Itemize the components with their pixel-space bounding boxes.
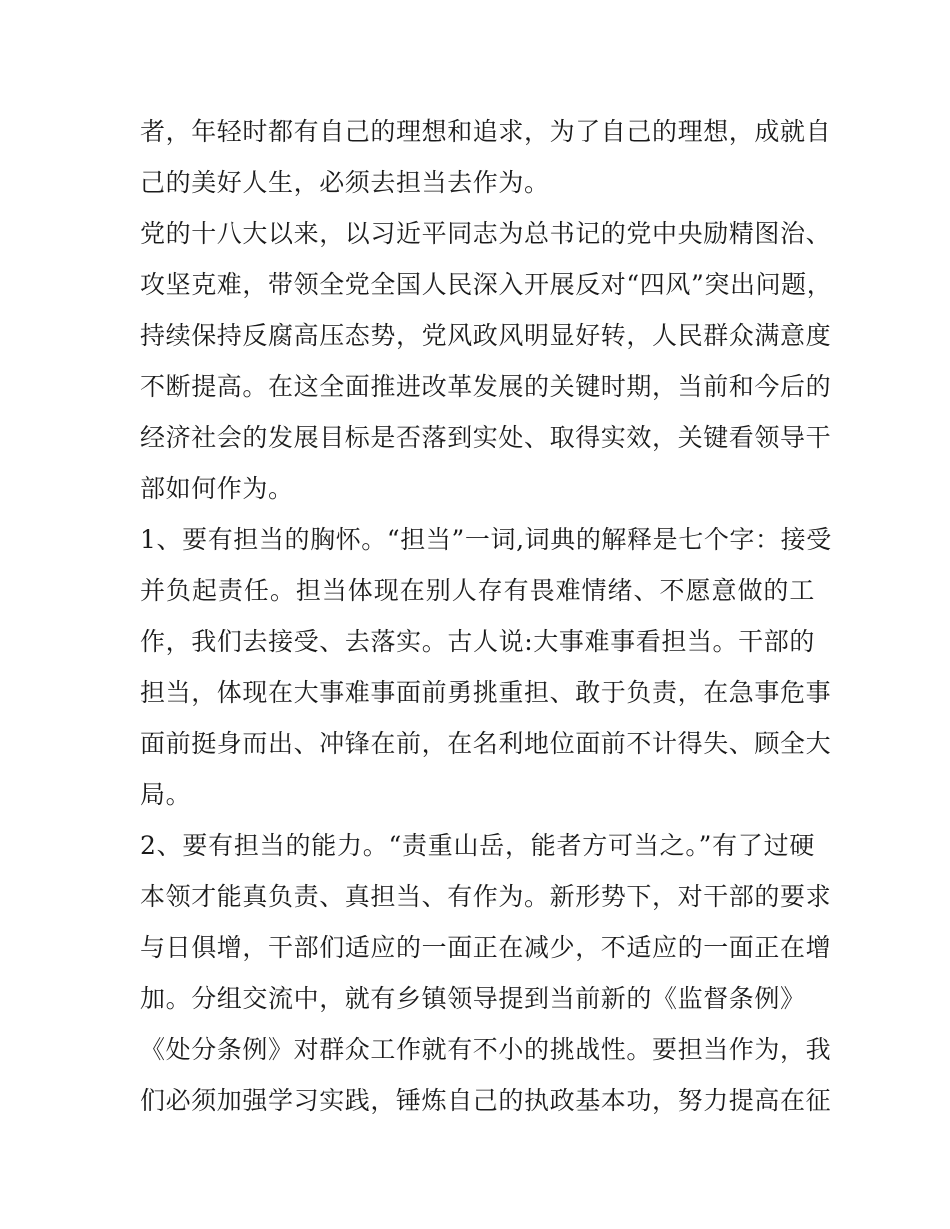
text-line: 部如何作为。 (140, 474, 294, 503)
text-line: 们必须加强学习实践，锤炼自己的执政基本功，努力提高在征 (140, 1086, 832, 1115)
text-line: 攻坚克难，带领全党全国人民深入开展反对“四风”突出问题， (140, 270, 833, 299)
text-line: 己的美好人生，必须去担当去作为。 (140, 168, 550, 197)
text-line: 与日俱增，干部们适应的一面正在减少，不适应的一面正在增 (140, 933, 832, 962)
text-line: 持续保持反腐高压态势，党风政风明显好转，人民群众满意度 (140, 321, 832, 350)
body-text (140, 106, 833, 1126)
text-line: 加。分组交流中，就有乡镇领导提到当前新的《监督条例》 (140, 984, 806, 1013)
text-line: 2、要有担当的能力。“责重山岳，能者方可当之。”有了过硬 (140, 831, 815, 860)
text-line: 不断提高。在这全面推进改革发展的关键时期，当前和今后的 (140, 372, 832, 401)
text-line: 经济社会的发展目标是否落到实处、取得实效，关键看领导干 (140, 423, 832, 452)
text-line: 本领才能真负责、真担当、有作为。新形势下，对干部的要求 (140, 882, 832, 911)
text-line: 面前挺身而出、冲锋在前，在名利地位面前不计得失、顾全大 (140, 729, 832, 758)
text-line: 局。 (140, 780, 192, 809)
text-line: 者，年轻时都有自己的理想和追求，为了自己的理想，成就自 (140, 117, 832, 146)
text-line: 《处分条例》对群众工作就有不小的挑战性。要担当作为，我 (140, 1035, 832, 1064)
text-line: 作，我们去接受、去落实。古人说:大事难事看担当。干部的 (140, 627, 815, 656)
text-line: 担当，体现在大事难事面前勇挑重担、敢于负责，在急事危事 (140, 678, 832, 707)
text-line: 1、要有担当的胸怀。“担当”一词,词典的解释是七个字：接受 (140, 525, 832, 554)
text-line: 并负起责任。担当体现在别人存有畏难情绪、不愿意做的工 (140, 576, 815, 605)
text-line: 党的十八大以来，以习近平同志为总书记的党中央励精图治、 (140, 219, 832, 248)
